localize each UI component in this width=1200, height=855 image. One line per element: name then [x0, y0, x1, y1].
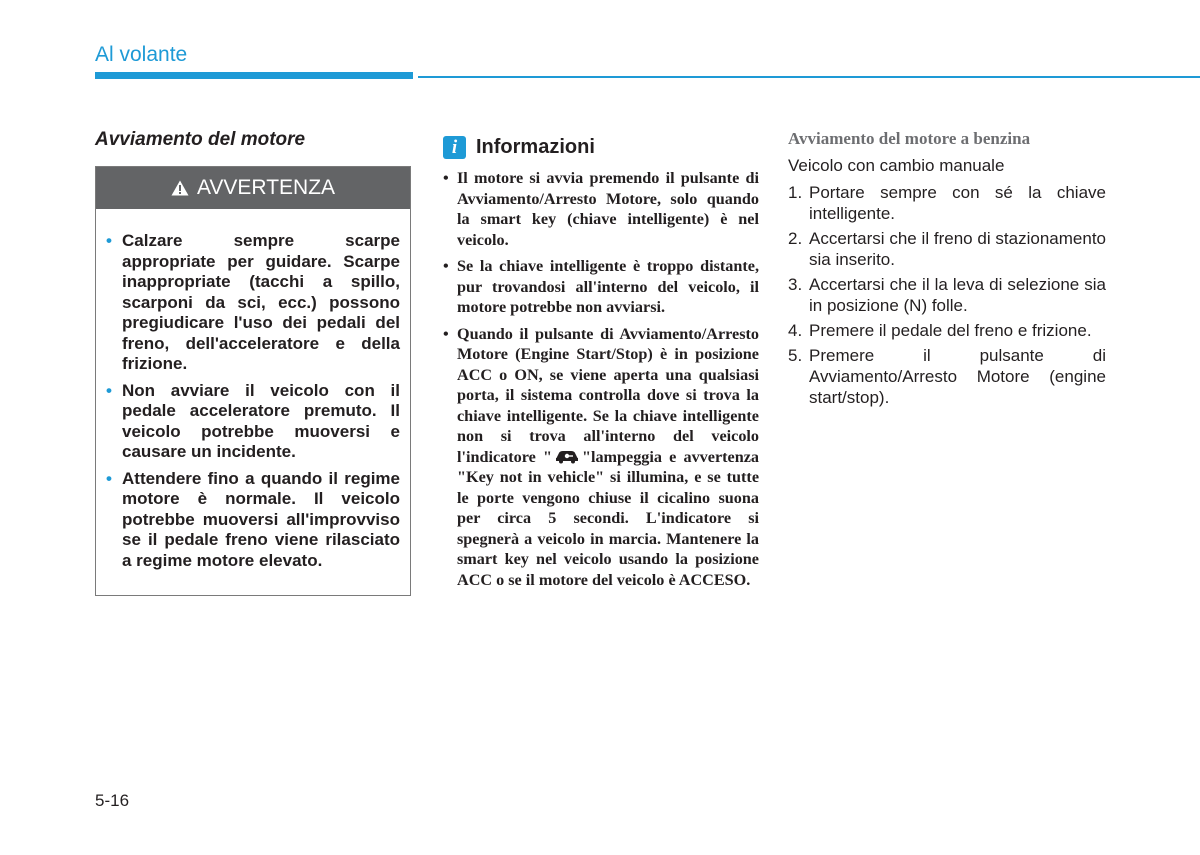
heading-engine-start: Avviamento del motore: [95, 129, 306, 150]
step-text: Accertarsi che il freno di stazionamento sia inserito.: [809, 229, 1106, 269]
warning-item: • Attendere fino a quando il regime motore è normale. Il veicolo potrebbe muoversi all'improvviso se il pedale freno viene rilasciato a regime motore elevato.: [106, 469, 400, 572]
info-header: [443, 136, 595, 159]
step-item: [788, 345, 1106, 408]
warning-item: • Calzare sempre scarpe appropriate per guidare. Scarpe inappropriate (tacchi a spillo, scarponi da sci, ecc.) possono pregiudicare l'uso dei pedali del freno, dell'acceleratore e della frizione.: [106, 231, 400, 375]
warning-header: [96, 167, 410, 209]
step-text: Portare sempre con sé la chiave intelligente.: [809, 183, 1106, 223]
step-item: [788, 228, 1106, 270]
step-item: [788, 320, 1106, 341]
step-number: 4.: [788, 321, 803, 340]
step-item: [788, 182, 1106, 224]
heading-petrol-start: Avviamento del motore a benzina: [788, 129, 1031, 148]
header-bar-thick: [95, 72, 413, 79]
info-icon: i: [443, 136, 466, 159]
header-bar-thin: [418, 76, 1200, 78]
info-item: • Il motore si avvia premendo il pulsante di Avviamento/Arresto Motore, solo quando la smart key (chiave intelligente) è nel veicolo.: [443, 168, 759, 250]
section-title: Al volante: [95, 43, 188, 66]
warning-item: • Non avviare il veicolo con il pedale acceleratore premuto. Il veicolo potrebbe muoversi e causare un incidente.: [106, 381, 400, 463]
step-number: 2.: [788, 229, 803, 248]
warning-list: [96, 209, 410, 571]
step-number: 5.: [788, 346, 803, 365]
key-not-in-vehicle-icon: [554, 448, 580, 464]
step-item: [788, 274, 1106, 316]
step-text: Premere il pulsante di Avviamento/Arresto Motore (engine start/stop).: [809, 346, 1106, 407]
info-item-text-b: "lampeggia e avvertenza "Key not in vehicle" si illumina, e se tutte le porte vengono chiuse il cicalino suona per circa 5 secondi. L'indicatore si spegnerà a veicolo in marcia. Mantenere la smart key nel veicolo usando la posizione ACC o se il motore del veicolo è ACCESO.: [457, 447, 759, 589]
page-number: 5-16: [95, 791, 130, 810]
info-list: [443, 168, 759, 596]
step-number: 1.: [788, 183, 803, 202]
info-item: [443, 324, 759, 591]
info-item: • Se la chiave intelligente è troppo distante, pur trovandosi all'interno del veicolo, il motore potrebbe non avviarsi.: [443, 256, 759, 318]
subheading-manual: Veicolo con cambio manuale: [788, 156, 1005, 175]
warning-box: [95, 166, 411, 596]
warning-label: AVVERTENZA: [196, 176, 336, 199]
steps-list: [788, 182, 1106, 412]
info-title: Informazioni: [476, 136, 595, 158]
step-number: 3.: [788, 275, 803, 294]
info-item-text-a: Quando il pulsante di Avviamento/Arresto Motore (Engine Start/Stop) è in posizione ACC o ON, se viene aperta una qualsiasi porta, il sistema controlla dove si trova la chiave intelligente. Se la chiave intelligente non si trova all'interno del veicolo l'indicatore ": [457, 324, 759, 466]
warning-triangle-icon: [171, 180, 189, 196]
step-text: Premere il pedale del freno e frizione.: [809, 321, 1092, 340]
step-text: Accertarsi che il la leva di selezione sia in posizione (N) folle.: [809, 275, 1106, 315]
